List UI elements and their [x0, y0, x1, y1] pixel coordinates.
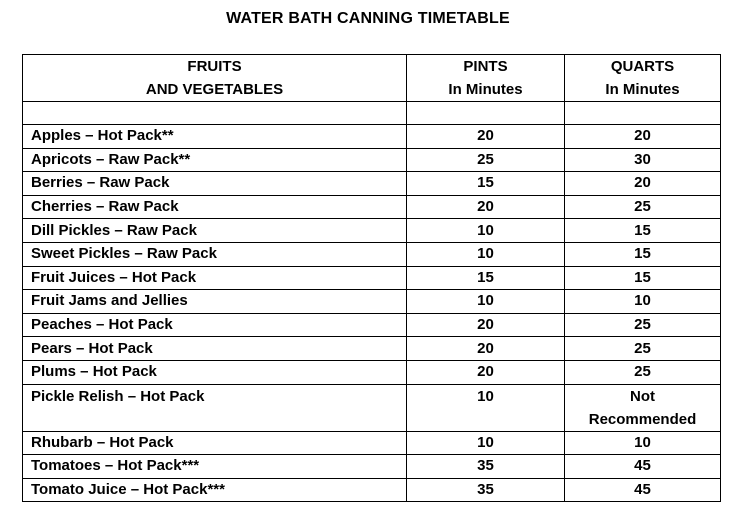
- table-row: [23, 337, 721, 361]
- empty-cell: [565, 102, 721, 125]
- quarts-minutes: 45: [565, 455, 721, 479]
- pints-minutes: 20: [407, 337, 565, 361]
- column-header-pints: PINTS In Minutes: [407, 55, 565, 102]
- item-name: Plums – Hot Pack: [23, 360, 407, 384]
- quarts-minutes: 25: [565, 313, 721, 337]
- item-name: Peaches – Hot Pack: [23, 313, 407, 337]
- quarts-minutes: 45: [565, 478, 721, 502]
- pints-minutes: 10: [407, 384, 565, 431]
- table-row: [23, 384, 721, 431]
- item-name: Tomatoes – Hot Pack***: [23, 455, 407, 479]
- quarts-minutes: 20: [565, 172, 721, 196]
- pints-minutes: 20: [407, 360, 565, 384]
- table-row: [23, 455, 721, 479]
- quarts-minutes: 20: [565, 125, 721, 149]
- quarts-minutes: 15: [565, 219, 721, 243]
- item-name: Fruit Juices – Hot Pack: [23, 266, 407, 290]
- item-name: Dill Pickles – Raw Pack: [23, 219, 407, 243]
- pints-minutes: 15: [407, 266, 565, 290]
- quarts-minutes: 10: [565, 290, 721, 314]
- pints-minutes: 20: [407, 195, 565, 219]
- quarts-minutes: 30: [565, 148, 721, 172]
- item-name: Apricots – Raw Pack**: [23, 148, 407, 172]
- quarts-minutes: 10: [565, 431, 721, 455]
- page-title: WATER BATH CANNING TIMETABLE: [226, 10, 510, 27]
- table-row: [23, 125, 721, 149]
- pints-minutes: 35: [407, 455, 565, 479]
- pints-minutes: 10: [407, 431, 565, 455]
- quarts-minutes: Not Recommended: [565, 384, 721, 431]
- item-name: Fruit Jams and Jellies: [23, 290, 407, 314]
- quarts-minutes: 15: [565, 266, 721, 290]
- table-row: [23, 195, 721, 219]
- table-row: [23, 313, 721, 337]
- pints-minutes: 10: [407, 242, 565, 266]
- column-header-fruits-vegetables: FRUITS AND VEGETABLES: [23, 55, 407, 102]
- pints-minutes: 10: [407, 219, 565, 243]
- table-row: [23, 242, 721, 266]
- canning-timetable: [22, 54, 721, 502]
- table-row: [23, 431, 721, 455]
- empty-cell: [23, 102, 407, 125]
- table-row: [23, 148, 721, 172]
- quarts-minutes: 25: [565, 195, 721, 219]
- table-row: [23, 478, 721, 502]
- quarts-minutes: 25: [565, 337, 721, 361]
- pints-minutes: 15: [407, 172, 565, 196]
- pints-minutes: 10: [407, 290, 565, 314]
- table-row: [23, 266, 721, 290]
- pints-minutes: 35: [407, 478, 565, 502]
- item-name: Tomato Juice – Hot Pack***: [23, 478, 407, 502]
- quarts-minutes: 25: [565, 360, 721, 384]
- pints-minutes: 20: [407, 313, 565, 337]
- table-row: [23, 172, 721, 196]
- item-name: Berries – Raw Pack: [23, 172, 407, 196]
- table-row: [23, 360, 721, 384]
- table-row: [23, 219, 721, 243]
- pints-minutes: 25: [407, 148, 565, 172]
- column-header-quarts: QUARTS In Minutes: [565, 55, 721, 102]
- quarts-minutes: 15: [565, 242, 721, 266]
- item-name: Cherries – Raw Pack: [23, 195, 407, 219]
- item-name: Pickle Relish – Hot Pack: [23, 384, 407, 431]
- item-name: Rhubarb – Hot Pack: [23, 431, 407, 455]
- pints-minutes: 20: [407, 125, 565, 149]
- item-name: Sweet Pickles – Raw Pack: [23, 242, 407, 266]
- table-row: [23, 290, 721, 314]
- spacer-row: [23, 102, 721, 125]
- item-name: Pears – Hot Pack: [23, 337, 407, 361]
- header-row: [23, 55, 721, 102]
- empty-cell: [407, 102, 565, 125]
- item-name: Apples – Hot Pack**: [23, 125, 407, 149]
